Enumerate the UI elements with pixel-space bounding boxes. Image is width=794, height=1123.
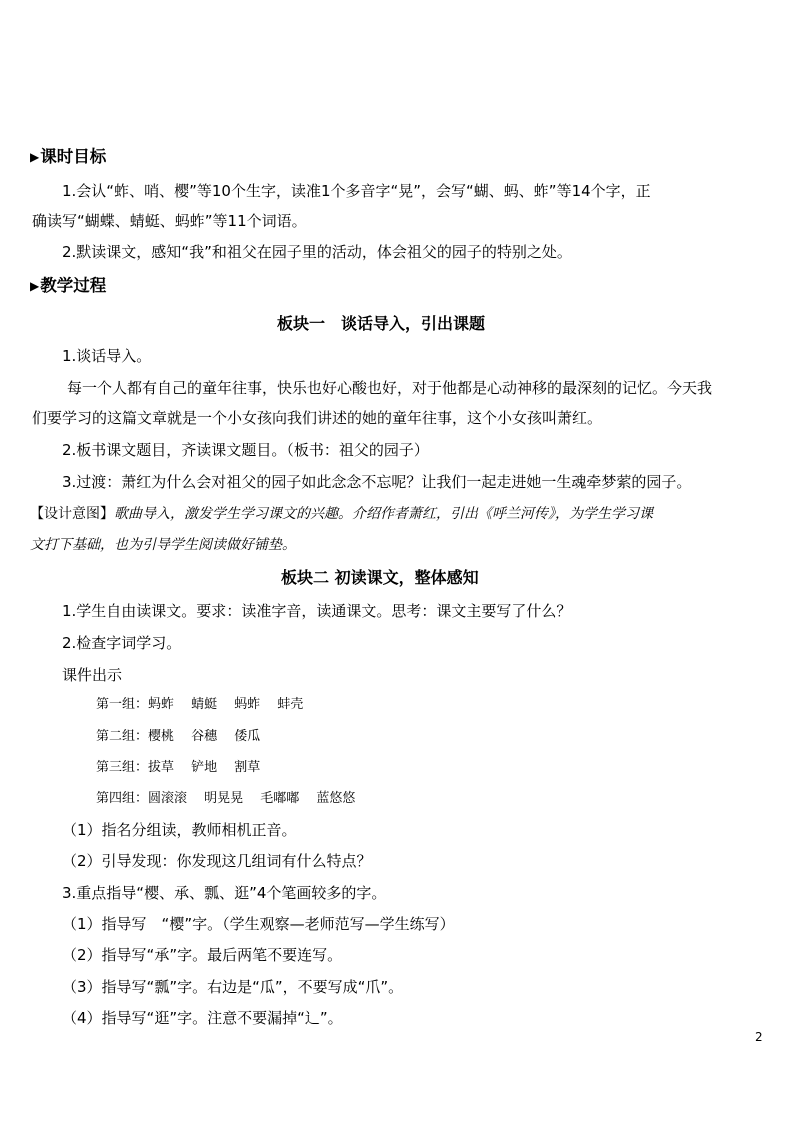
block-1-step-2: 2.板书课文题目，齐读课文题目。（板书：祖父的园子） bbox=[62, 441, 429, 459]
block-1-step-3: 3.过渡：萧红为什么会对祖父的园子如此念念不忘呢？让我们一起走进她一生魂牵梦萦的园子。 bbox=[62, 473, 692, 491]
triangle-bullet-icon: ▶ bbox=[30, 150, 40, 164]
block-2-step-3-sub-1: （1）指导写 “樱”字。（学生观察—老师范写—学生练写） bbox=[62, 915, 455, 933]
block-2-step-3-sub-3: （3）指导写“瓢”字。右边是“瓜”，不要写成“爪”。 bbox=[62, 978, 404, 996]
page-number: 2 bbox=[755, 1030, 763, 1044]
triangle-bullet-icon: ▶ bbox=[30, 279, 40, 293]
word-group-3: 第三组：拔草 铲地 割草 bbox=[96, 760, 261, 775]
design-intent-line-2: 文打下基础，也为引导学生阅读做好铺垫。 bbox=[30, 537, 296, 553]
block-2-step-3: 3.重点指导“樱、承、瓢、逛”4个笔画较多的字。 bbox=[62, 884, 387, 902]
block-2-step-2: 2.检查字词学习。 bbox=[62, 634, 182, 652]
block-1-title: 板块一 谈话导入，引出课题 bbox=[277, 314, 486, 333]
block-1-step-1-text-line-1: 每一个人都有自己的童年往事，快乐也好心酸也好，对于他都是心动神移的最深刻的记忆。今天我 bbox=[67, 379, 713, 397]
section-heading-goals bbox=[30, 146, 106, 168]
design-intent-tag: 【设计意图】 bbox=[30, 506, 114, 522]
block-2-step-3-sub-2: （2）指导写“承”字。最后两笔不要连写。 bbox=[62, 946, 343, 964]
section-heading-text: 课时目标 bbox=[40, 147, 107, 166]
design-intent-text: 歌曲导入，激发学生学习课文的兴趣。介绍作者萧红，引出《呼兰河传》，为学生学习课 bbox=[114, 506, 653, 522]
block-1-step-1: 1.谈话导入。 bbox=[62, 347, 152, 365]
section-heading-process bbox=[30, 275, 106, 297]
block-2-step-3-sub-4: （4）指导写“逛”字。注意不要漏掉“辶”。 bbox=[62, 1009, 343, 1027]
goal-1-line-1: 1.会认“蚱、哨、樱”等10个生字，读准1个多音字“晃”，会写“蝴、蚂、蚱”等14个字，正 bbox=[62, 182, 651, 200]
design-intent-line-1 bbox=[30, 504, 770, 524]
section-heading-text: 教学过程 bbox=[40, 276, 107, 295]
goal-1-line-2: 确读写“蝴蝶、蜻蜓、蚂蚱”等11个词语。 bbox=[32, 212, 307, 230]
block-2-step-2-sub-2: （2）引导发现：你发现这几组词有什么特点？ bbox=[62, 852, 372, 870]
block-2-title: 板块二 初读课文，整体感知 bbox=[281, 568, 479, 587]
goal-2: 2.默读课文，感知“我”和祖父在园子里的活动，体会祖父的园子的特别之处。 bbox=[62, 243, 572, 261]
word-group-2: 第二组：樱桃 谷穗 倭瓜 bbox=[96, 729, 261, 744]
block-2-step-2-sub-1: （1）指名分组读，教师相机正音。 bbox=[62, 821, 297, 839]
word-group-4: 第四组：圆滚滚 明晃晃 毛嘟嘟 蓝悠悠 bbox=[96, 791, 356, 806]
word-group-1: 第一组：蚂蚱 蜻蜓 蚂蚱 蚌壳 bbox=[96, 697, 304, 712]
courseware-label: 课件出示 bbox=[62, 666, 123, 684]
block-1-step-1-text-line-2: 们要学习的这篇文章就是一个小女孩向我们讲述的她的童年往事，这个小女孩叫萧红。 bbox=[32, 409, 603, 427]
block-2-step-1: 1.学生自由读课文。要求：读准字音，读通课文。思考：课文主要写了什么？ bbox=[62, 602, 572, 620]
